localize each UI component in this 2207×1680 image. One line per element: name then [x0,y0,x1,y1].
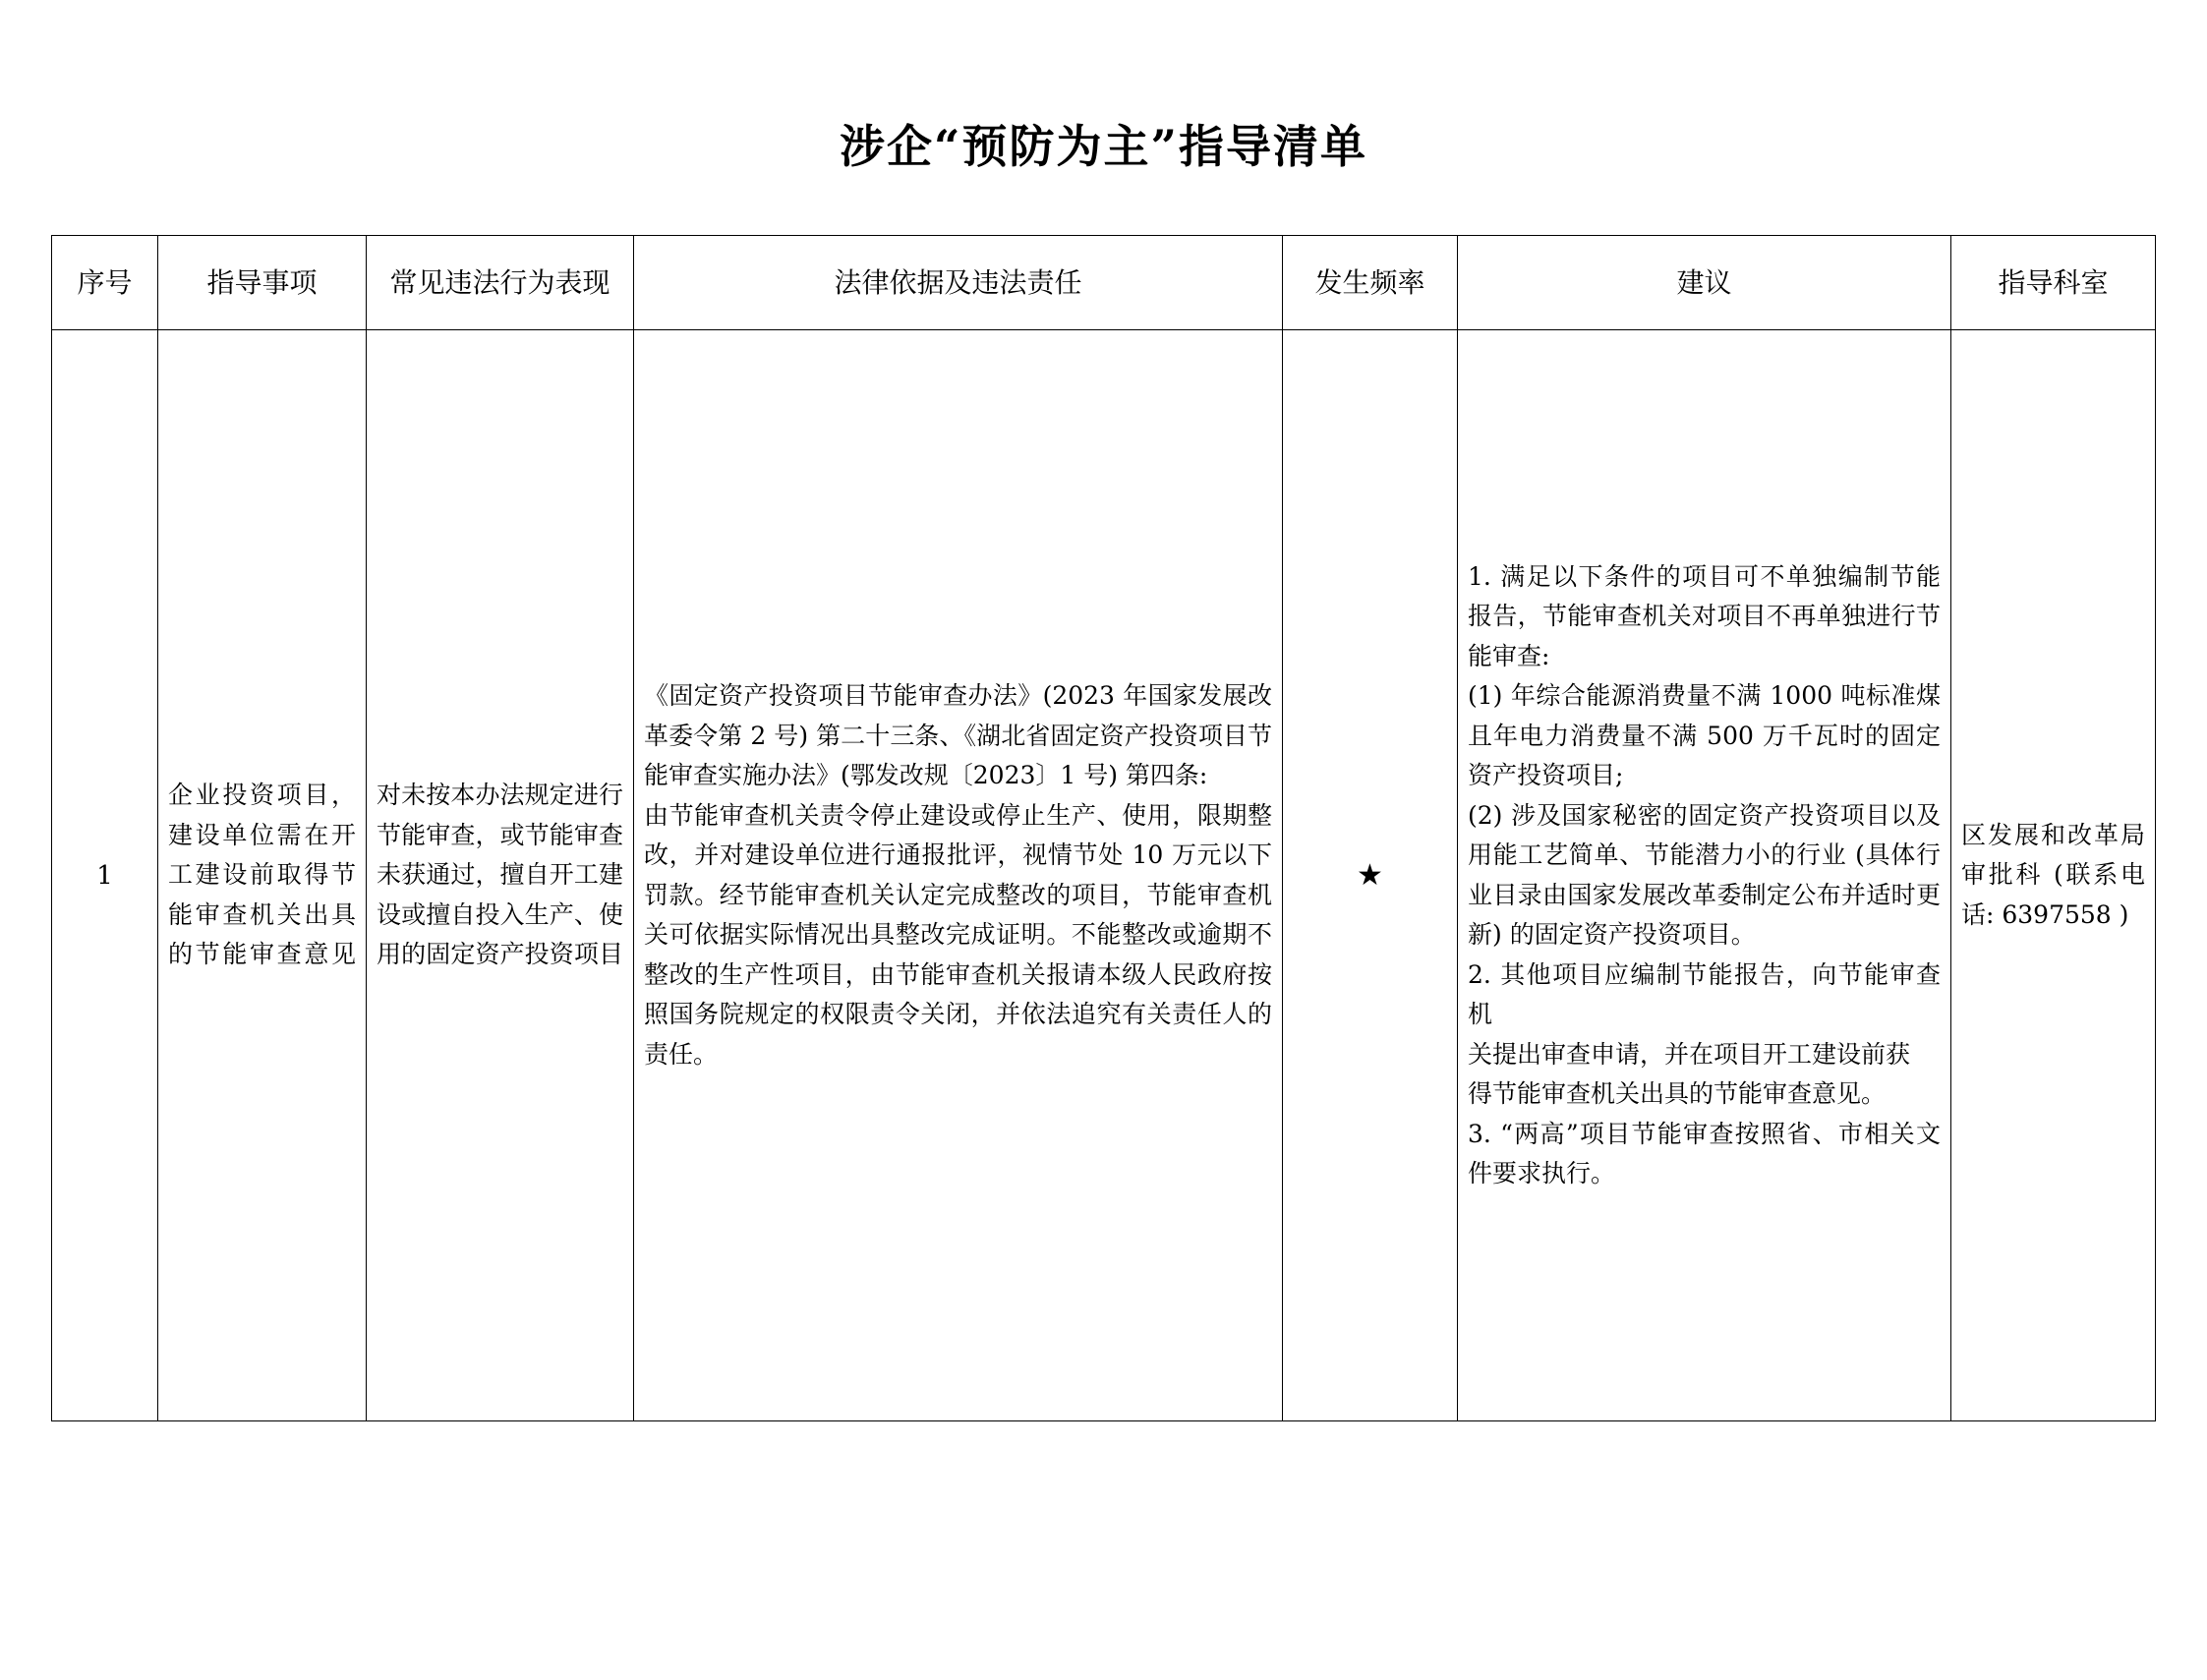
cell-common-violation: 对未按本办法规定进行节能审查，或节能审查未获通过，擅自开工建设或擅自投入生产、使用的固定资产投资项目 [367,330,634,1421]
advice-paragraph-6: 得节能审查机关出具的节能审查意见。 [1468,1079,1887,1109]
document-page [0,120,2207,1680]
cell-advice [1458,330,1951,1421]
cell-legal-basis [634,330,1283,1421]
advice-paragraph-2: (1) 年综合能源消费量不满 1000 吨标准煤且年电力消费量不满 500 万千瓦时的固定资产投资项目; [1468,681,1941,790]
guidance-table [51,235,2156,1421]
advice-text [1468,557,1941,1194]
legal-basis-text [644,676,1272,1074]
column-header-frequency: 发生频率 [1283,236,1458,330]
cell-row-number: 1 [52,330,158,1421]
legal-basis-paragraph-1: 《固定资产投资项目节能审查办法》(2023 年国家发展改革委令第 2 号) 第二十三条、《湖北省固定资产投资项目节能审查实施办法》(鄂发改规〔2023〕1 号) 第四条: [644,681,1272,790]
advice-paragraph-4: 2. 其他项目应编制节能报告，向节能审查机 [1468,959,1941,1029]
advice-paragraph-7: 3. “两高”项目节能审查按照省、市相关文件要求执行。 [1468,1119,1941,1188]
advice-paragraph-5: 关提出审查申请，并在项目开工建设前获 [1468,1039,1911,1069]
advice-paragraph-3: (2) 涉及国家秘密的固定资产投资项目以及用能工艺简单、节能潜力小的行业 (具体行业目录由国家发展改革委制定公布并适时更新) 的固定资产投资项目。 [1468,800,1941,950]
legal-basis-paragraph-2: 由节能审查机关责令停止建设或停止生产、使用，限期整改，并对建设单位进行通报批评，视情节处 10 万元以下罚款。经节能审查机关认定完成整改的项目，节能审查机关可依据实际情况出具整改完成证明。不能整改或逾期不整改的生产性项目，由节能审查机关报请本级人民政府按照国务院规定的权限责令关闭，并依法追究有关责任人的责任。 [644,800,1272,1069]
table-header [52,236,2156,330]
column-header-law: 法律依据及违法责任 [634,236,1283,330]
column-header-no: 序号 [52,236,158,330]
column-header-item: 指导事项 [158,236,367,330]
cell-department: 区发展和改革局审批科 (联系电话: 6397558 ) [1951,330,2156,1421]
cell-guidance-item: 企业投资项目，建设单位需在开工建设前取得节能审查机关出具的节能审查意见 [158,330,367,1421]
page-title: 涉企“预防为主”指导清单 [840,120,1367,173]
table-row [52,330,2156,1421]
column-header-department: 指导科室 [1951,236,2156,330]
frequency-star-icon: ★ [1357,858,1383,893]
guidance-table-wrapper [51,235,2156,1421]
advice-paragraph-1: 1. 满足以下条件的项目可不单独编制节能报告，节能审查机关对项目不再单独进行节能审查: [1468,561,1941,670]
cell-frequency [1283,330,1458,1421]
table-body [52,330,2156,1421]
table-header-row [52,236,2156,330]
column-header-behavior: 常见违法行为表现 [367,236,634,330]
column-header-advice: 建议 [1458,236,1951,330]
